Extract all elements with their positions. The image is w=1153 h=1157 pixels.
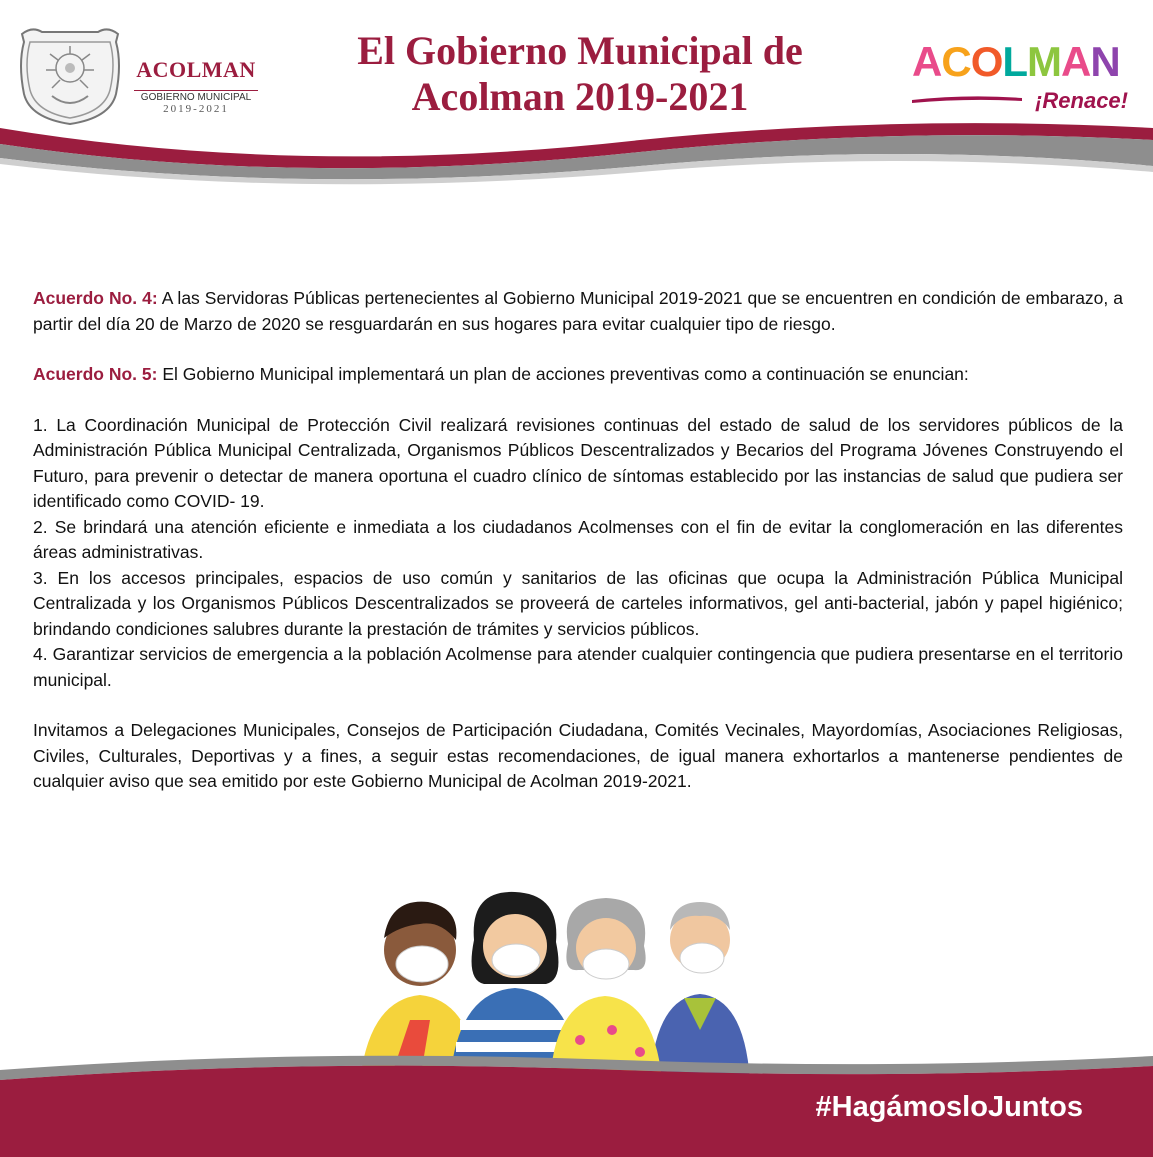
list-item: 1. La Coordinación Municipal de Protección Civil realizará revisiones continuas del estado de salud de los servidores públicos de la Administración Pública Municipal Centralizada, Organismos Públicos Descentralizados y Becarios del Programa Jóvenes Construyendo el Futuro, para prevenir o detectar de manera oportuna el cuadro clínico de síntomas establecido por las instancias de salud que pudiera ser identificado como COVID- 19. (33, 414, 1123, 511)
title-line-2: Acolman 2019-2021 (411, 74, 749, 119)
page-title (300, 28, 860, 120)
closing-paragraph: Invitamos a Delegaciones Municipales, Consejos de Participación Ciudadana, Comités Vecinales, Mayordomías, Asociaciones Religiosas, Civiles, Culturales, Deportivas y a fines, a seguir estas recomendaciones, de igual manera exhortarlos a mantenerse pendientes de cualquier aviso que sea emitido por este Gobierno Municipal de Acolman 2019-2021. (33, 720, 1123, 791)
crest-subtitle: GOBIERNO MUNICIPAL (134, 90, 258, 103)
acuerdo-4-paragraph (33, 286, 1123, 337)
acuerdo-5-text: El Gobierno Municipal implementará un plan de acciones preventivas como a continuación se enuncian: (157, 364, 969, 384)
announcement-body (33, 286, 1123, 795)
brand-letter: M (1027, 38, 1062, 85)
acuerdo-5-paragraph (33, 362, 1123, 388)
title-line-1: El Gobierno Municipal de (357, 28, 803, 73)
acuerdo-4-label: Acuerdo No. 4: (33, 288, 158, 308)
acuerdo-5-label: Acuerdo No. 5: (33, 364, 158, 384)
brand-swoosh (912, 94, 1022, 104)
acuerdo-4-text: A las Servidoras Públicas pertenecientes al Gobierno Municipal 2019-2021 que se encuentren en condición de embarazo, a partir del día 20 de Marzo de 2020 se resguardarán en sus hogares para evitar cualquier tipo de riesgo. (33, 288, 1123, 334)
brand-tagline: ¡Renace! (1035, 88, 1128, 113)
brand-letter: L (1002, 38, 1028, 85)
crest-years: 2019-2021 (163, 103, 229, 115)
brand-letter: A (1061, 38, 1091, 85)
list-item: 2. Se brindará una atención eficiente e inmediata a los ciudadanos Acolmenses con el fin de evitar la conglomeración en las diferentes áreas administrativas. (33, 516, 1123, 562)
crest-wordmark (134, 58, 258, 115)
brand-letter: A (912, 38, 942, 85)
brand-letter: N (1090, 38, 1120, 85)
brand-letter: O (970, 38, 1003, 85)
crest-name: ACOLMAN (136, 57, 256, 82)
header-wave-band (0, 118, 1153, 198)
list-item: 3. En los accesos principales, espacios de uso común y sanitarios de las oficinas que ocupa la Administración Pública Municipal Centralizada y los Organismos Públicos Descentralizados se proveerá de carteles informativos, gel anti-bacterial, jabón y papel higiénico; brindando condiciones salubres durante la prestación de trámites y servicios públicos. (33, 567, 1123, 639)
acolman-renace-logo (912, 40, 1138, 112)
brand-letter: C (941, 38, 971, 85)
municipal-crest-emblem (12, 24, 128, 128)
hashtag-label: #HagámosloJuntos (815, 1091, 1083, 1123)
brand-wordmark (912, 40, 1138, 84)
list-item: 4. Garantizar servicios de emergencia a la población Acolmense para atender cualquier contingencia que pudiera presentarse en el territorio municipal. (33, 644, 1123, 690)
